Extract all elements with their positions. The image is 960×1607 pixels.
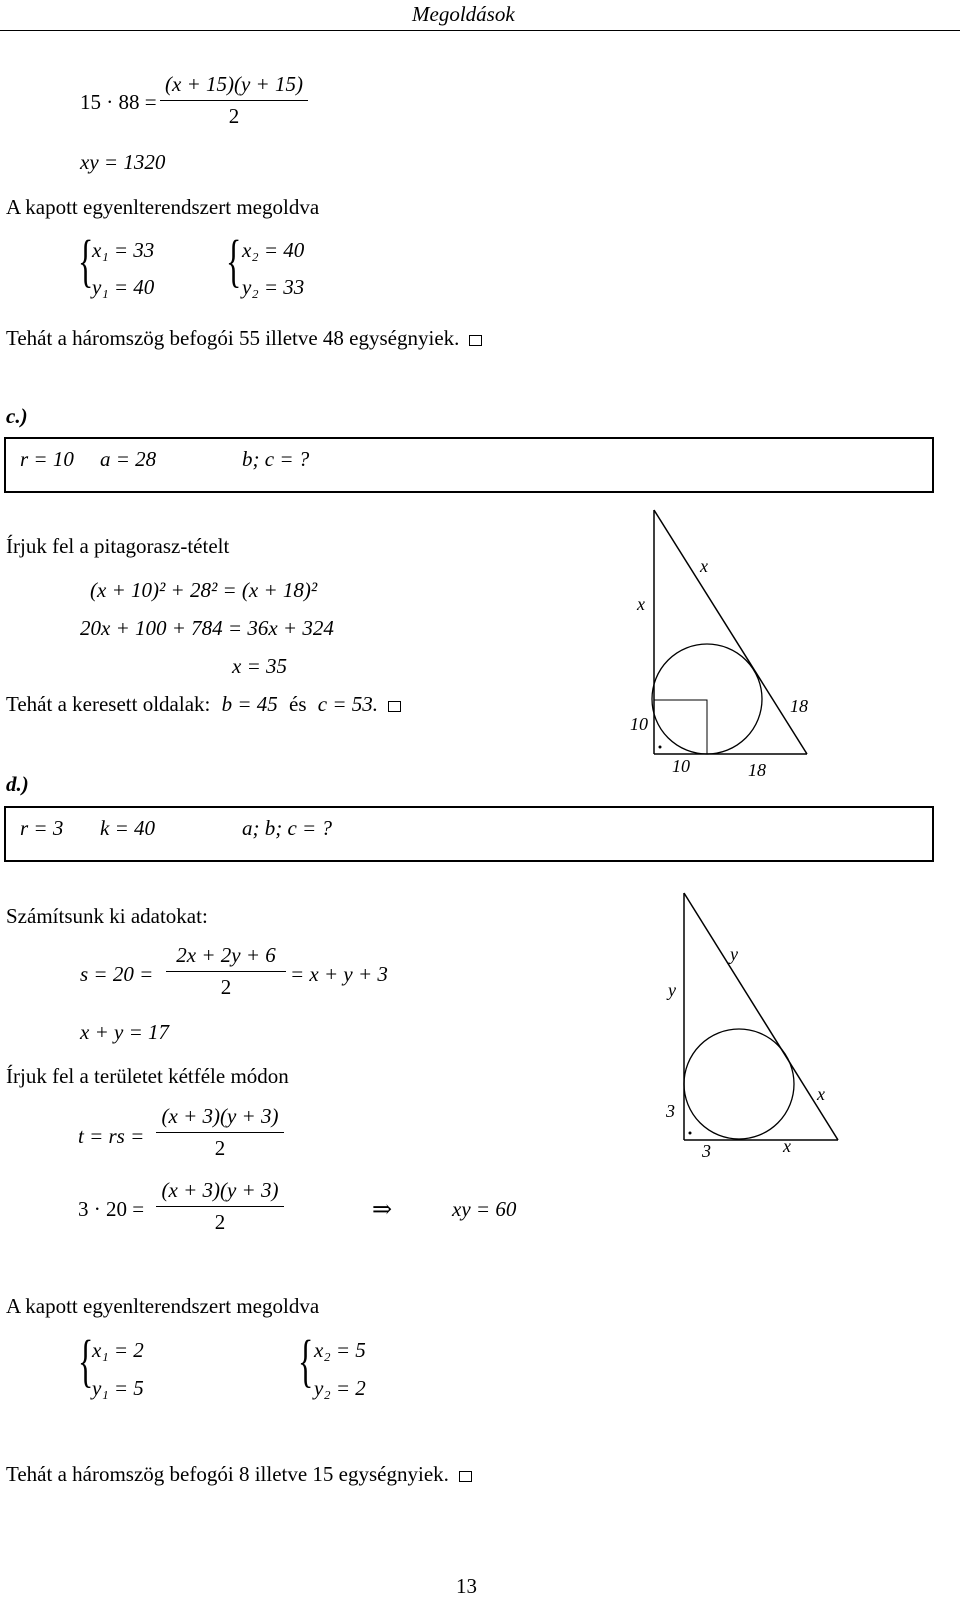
equation: 20x + 100 + 784 = 36x + 324 <box>80 616 334 640</box>
fraction-numerator: (x + 3)(y + 3) <box>161 1104 279 1128</box>
page-number: 13 <box>456 1574 477 1598</box>
eq-lhs: t = rs = <box>78 1124 145 1148</box>
label-left-upper: x <box>637 594 645 614</box>
incircle <box>684 1029 794 1139</box>
section-label: c.) <box>6 404 28 428</box>
fraction-denominator: 2 <box>214 1136 226 1160</box>
given-value: a = 28 <box>100 447 157 471</box>
label-hyp-upper: y <box>730 944 738 964</box>
fraction-denominator: 2 <box>228 104 240 128</box>
fraction-numerator: 2x + 2y + 6 <box>176 943 276 967</box>
eq-lhs: 15 · 88 = <box>80 90 157 114</box>
label-hyp-lower: 18 <box>790 696 808 716</box>
label-bottom-right: 18 <box>748 760 766 780</box>
label-bottom-left: 10 <box>672 756 690 776</box>
system-line: x₂ = 5 <box>314 1338 366 1362</box>
right-angle-dot <box>689 1132 692 1135</box>
equation: (x + 10)² + 28² = (x + 18)² <box>90 578 318 602</box>
body-text: Számítsunk ki adatokat: <box>6 904 208 928</box>
equation: x = 35 <box>232 654 287 678</box>
system-line: y₂ = 33 <box>242 275 305 299</box>
fraction-denominator: 2 <box>214 1210 226 1234</box>
given-value: r = 3 <box>20 816 64 840</box>
eq-rhs: = x + y + 3 <box>290 962 388 986</box>
conclusion-text: Tehát a háromszög befogói 8 illetve 15 egységnyiek. <box>6 1462 449 1486</box>
equation: xy = 60 <box>452 1197 517 1221</box>
left-brace: { <box>78 1328 94 1393</box>
system-line: y₁ = 5 <box>92 1376 144 1400</box>
eq-lhs: 3 · 20 = <box>78 1197 145 1221</box>
conclusion-value: c = 53. <box>317 692 379 716</box>
left-brace: { <box>226 228 242 293</box>
label-left-upper: y <box>668 980 676 1000</box>
left-brace: { <box>78 228 94 293</box>
section-label: d.) <box>6 772 29 796</box>
implies-arrow-icon: ⇒ <box>372 1197 393 1223</box>
conclusion-text: és <box>289 692 307 716</box>
label-hyp-lower: x <box>817 1084 825 1104</box>
body-text: Írjuk fel a pitagorasz-tételt <box>6 534 230 558</box>
given-value: r = 10 <box>20 447 74 471</box>
label-left-lower: 10 <box>630 714 648 734</box>
page-header-title: Megoldások <box>412 2 515 26</box>
fraction-numerator: (x + 3)(y + 3) <box>161 1178 279 1202</box>
fraction-denominator: 2 <box>220 975 232 999</box>
system-line: x₁ = 33 <box>92 238 155 262</box>
eq-lhs: s = 20 = <box>80 962 154 986</box>
fraction-numerator: (x + 15)(y + 15) <box>165 72 303 96</box>
body-text: Írjuk fel a területet kétféle módon <box>6 1064 289 1088</box>
system-line: x₁ = 2 <box>92 1338 144 1362</box>
left-brace: { <box>298 1328 314 1393</box>
system-line: y₁ = 40 <box>92 275 155 299</box>
conclusion-text: Tehát a keresett oldalak: <box>6 692 211 716</box>
label-left-lower: 3 <box>666 1101 675 1121</box>
triangle-side <box>684 893 838 1140</box>
conclusion-text: Tehát a háromszög befogói 55 illetve 48 egységnyiek. <box>6 326 460 350</box>
given-unknown: b; c = ? <box>242 447 310 471</box>
system-line: x₂ = 40 <box>242 238 305 262</box>
given-unknown: a; b; c = ? <box>242 816 332 840</box>
equation: xy = 1320 <box>80 150 166 174</box>
given-value: k = 40 <box>100 816 155 840</box>
label-bottom-right: x <box>783 1136 791 1156</box>
label-hyp-upper: x <box>700 556 708 576</box>
conclusion-value: b = 45 <box>221 692 278 716</box>
system-line: y₂ = 2 <box>314 1376 366 1400</box>
body-text: A kapott egyenlterendszert megoldva <box>6 1294 320 1318</box>
equation: x + y = 17 <box>80 1020 169 1044</box>
label-bottom-left: 3 <box>702 1141 711 1161</box>
body-text: A kapott egyenlterendszert megoldva <box>6 195 320 219</box>
